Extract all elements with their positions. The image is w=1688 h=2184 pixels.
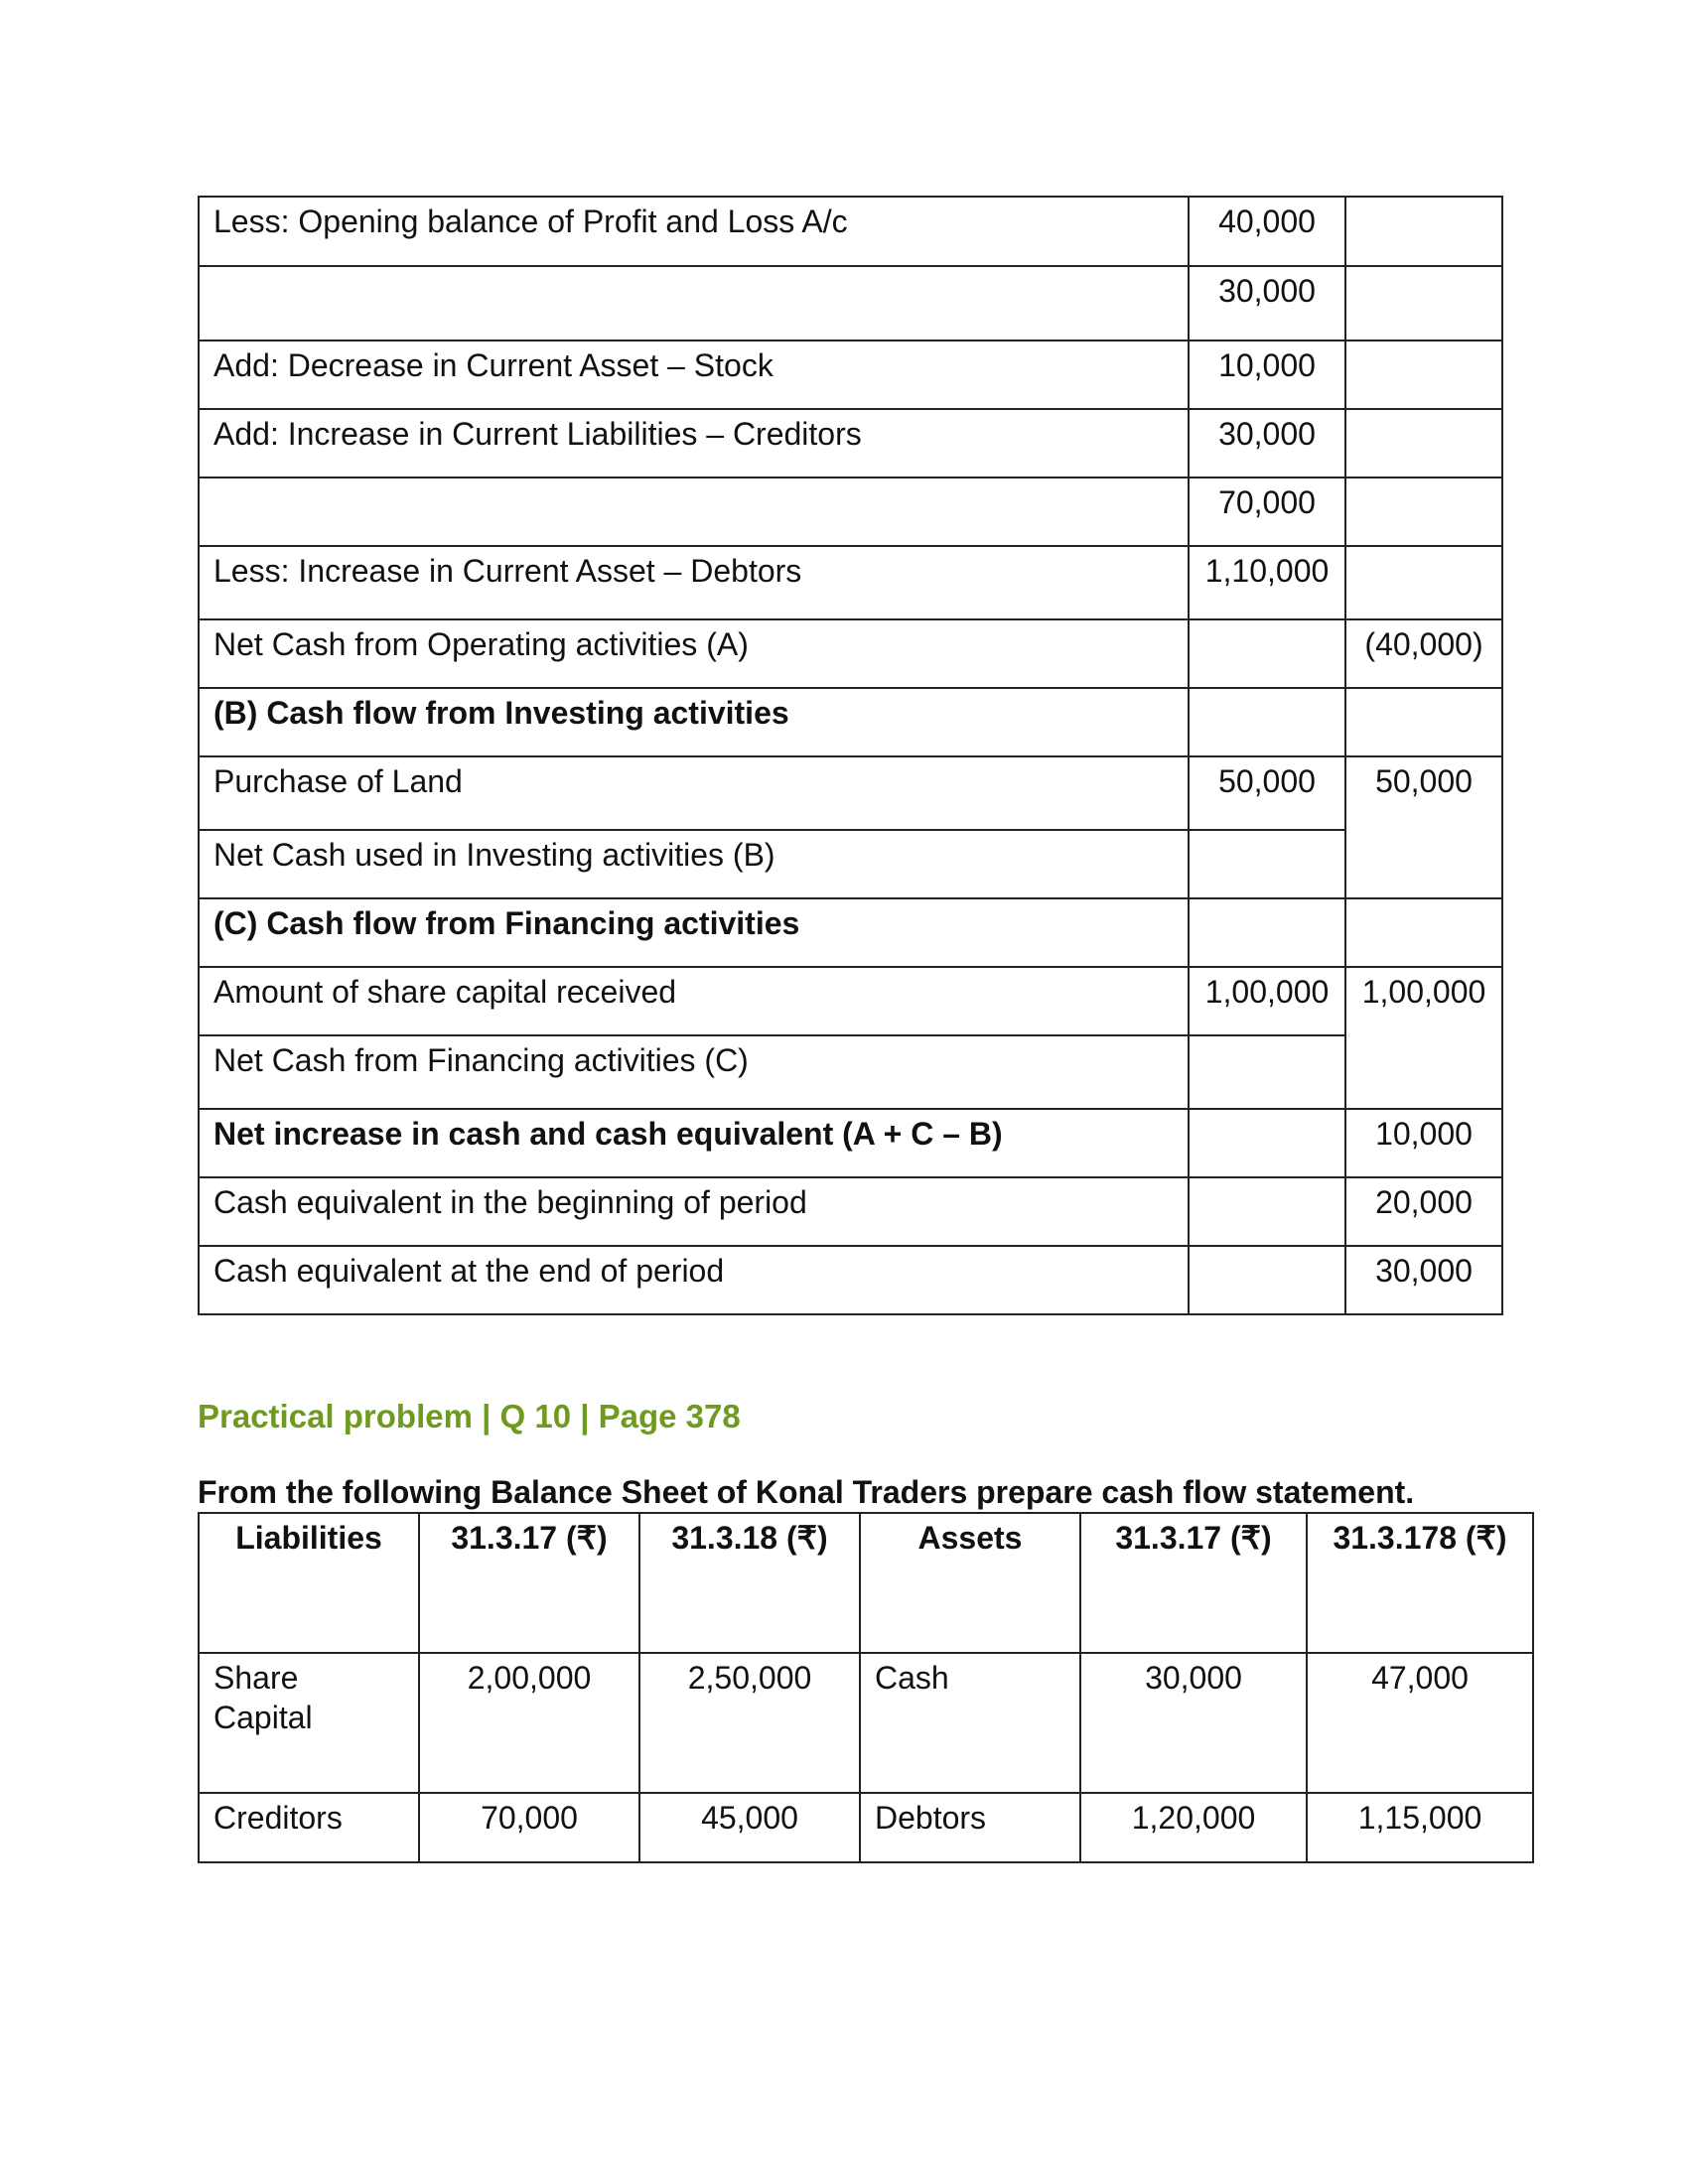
cash-flow-table-body [199, 197, 1502, 1314]
amount-column-1 [1189, 898, 1345, 967]
amount-column-1: 70,000 [1189, 478, 1345, 546]
amount-column-2: 1,00,000 [1345, 967, 1502, 1109]
table-row [199, 197, 1502, 266]
amount-column-1: 30,000 [1189, 266, 1345, 341]
row-label: Cash equivalent at the end of period [199, 1246, 1189, 1314]
row-label: Cash equivalent in the beginning of period [199, 1177, 1189, 1246]
row-label: (C) Cash flow from Financing activities [199, 898, 1189, 967]
amount-column-2 [1345, 688, 1502, 756]
amount-column-2: 10,000 [1345, 1109, 1502, 1177]
table-row [199, 830, 1502, 898]
balance-sheet-table [198, 1512, 1534, 1863]
row-label [199, 266, 1189, 341]
row-label: Net Cash used in Investing activities (B) [199, 830, 1189, 898]
row-label: Add: Increase in Current Liabilities – Creditors [199, 409, 1189, 478]
amount-column-1 [1189, 1035, 1345, 1109]
amount-column-1 [1189, 1177, 1345, 1246]
amount-column-1 [1189, 1109, 1345, 1177]
amount-column-1 [1189, 830, 1345, 898]
asset-name: Cash [860, 1653, 1080, 1793]
problem-intro-text: From the following Balance Sheet of Konal Traders prepare cash flow statement. [198, 1474, 1415, 1510]
row-label: Amount of share capital received [199, 967, 1189, 1035]
row-label: Net Cash from Operating activities (A) [199, 619, 1189, 688]
balance-sheet-header-row [199, 1513, 1533, 1653]
asset-value-2017: 1,20,000 [1080, 1793, 1307, 1862]
amount-column-2 [1345, 409, 1502, 478]
amount-column-2: 20,000 [1345, 1177, 1502, 1246]
table-row [199, 619, 1502, 688]
table-row [199, 478, 1502, 546]
row-label: Net increase in cash and cash equivalent (A + C – B) [199, 1109, 1189, 1177]
table-row [199, 266, 1502, 341]
liability-value-2017: 2,00,000 [419, 1653, 639, 1793]
row-label: Add: Decrease in Current Asset – Stock [199, 341, 1189, 409]
row-label: Purchase of Land [199, 756, 1189, 830]
amount-column-2 [1345, 341, 1502, 409]
row-label: Less: Opening balance of Profit and Loss A/c [199, 197, 1189, 266]
table-row [199, 341, 1502, 409]
table-row [199, 1793, 1533, 1862]
amount-column-2 [1345, 266, 1502, 341]
amount-column-1: 40,000 [1189, 197, 1345, 266]
amount-column-2 [1345, 546, 1502, 619]
table-row [199, 898, 1502, 967]
table-row [199, 1177, 1502, 1246]
liability-value-2018: 45,000 [639, 1793, 860, 1862]
header-liabilities-2017: 31.3.17 (₹) [419, 1513, 639, 1653]
table-row [199, 967, 1502, 1035]
amount-column-2 [1345, 898, 1502, 967]
asset-value-2017: 30,000 [1080, 1653, 1307, 1793]
amount-column-1 [1189, 619, 1345, 688]
liability-value-2018: 2,50,000 [639, 1653, 860, 1793]
liability-name: Share Capital [199, 1653, 419, 1793]
amount-column-1: 50,000 [1189, 756, 1345, 830]
table-row [199, 1109, 1502, 1177]
amount-column-1 [1189, 1246, 1345, 1314]
amount-column-2: 30,000 [1345, 1246, 1502, 1314]
table-row [199, 546, 1502, 619]
header-assets-2017: 31.3.17 (₹) [1080, 1513, 1307, 1653]
amount-column-1: 1,00,000 [1189, 967, 1345, 1035]
cash-flow-table [198, 196, 1503, 1315]
row-label: (B) Cash flow from Investing activities [199, 688, 1189, 756]
table-row [199, 409, 1502, 478]
row-label: Less: Increase in Current Asset – Debtors [199, 546, 1189, 619]
liability-value-2017: 70,000 [419, 1793, 639, 1862]
amount-column-2 [1345, 478, 1502, 546]
amount-column-1: 30,000 [1189, 409, 1345, 478]
table-row [199, 1246, 1502, 1314]
asset-name: Debtors [860, 1793, 1080, 1862]
amount-column-2 [1345, 197, 1502, 266]
row-label [199, 478, 1189, 546]
amount-column-1 [1189, 688, 1345, 756]
table-row [199, 756, 1502, 830]
row-label: Net Cash from Financing activities (C) [199, 1035, 1189, 1109]
table-row [199, 688, 1502, 756]
asset-value-2018: 1,15,000 [1307, 1793, 1533, 1862]
amount-column-1: 10,000 [1189, 341, 1345, 409]
header-liabilities-2018: 31.3.18 (₹) [639, 1513, 860, 1653]
amount-column-1: 1,10,000 [1189, 546, 1345, 619]
header-liabilities: Liabilities [199, 1513, 419, 1653]
liability-name: Creditors [199, 1793, 419, 1862]
table-row [199, 1653, 1533, 1793]
section-heading: Practical problem | Q 10 | Page 378 [198, 1398, 741, 1434]
header-assets: Assets [860, 1513, 1080, 1653]
amount-column-2: (40,000) [1345, 619, 1502, 688]
table-row [199, 1035, 1502, 1109]
header-assets-2018: 31.3.178 (₹) [1307, 1513, 1533, 1653]
amount-column-2: 50,000 [1345, 756, 1502, 898]
asset-value-2018: 47,000 [1307, 1653, 1533, 1793]
